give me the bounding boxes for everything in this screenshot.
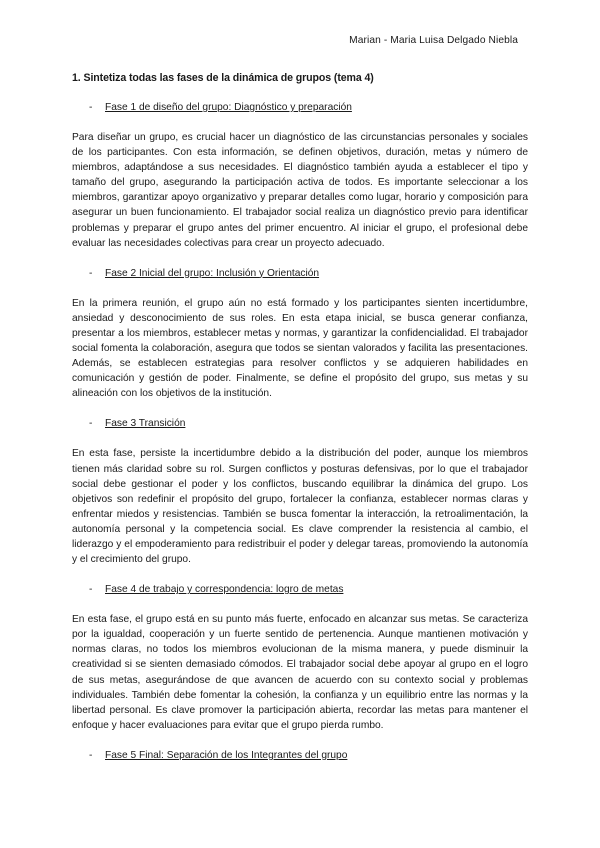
phase-4-title: Fase 4 de trabajo y correspondencia: logro de metas — [105, 584, 344, 596]
phase-1-title: Fase 1 de diseño del grupo: Diagnóstico y preparación — [105, 102, 352, 113]
bullet-dash: - — [89, 418, 93, 430]
bullet-dash: - — [89, 267, 93, 279]
phase-3-heading — [72, 416, 528, 431]
phase-3-title: Fase 3 Transición — [105, 418, 186, 430]
phase-5-title: Fase 5 Final: Separación de los Integrantes del grupo — [105, 749, 348, 761]
author-header: Marian - Maria Luisa Delgado Niebla — [349, 35, 518, 46]
phase-2-paragraph: En la primera reunión, el grupo aún no está formado y los participantes sienten incertidumbre, ansiedad y desconocimiento de sus roles. En esta etapa inicial, se busca generar confianza, presentar a los miembros, establecer metas y normas, y garantizar la confidencialidad. El trabajador social fomenta la colaboración, asegura que todos se sientan valorados y facilita las presentaciones. Además, se establecen estrategias para resolver conflictos y se adquieren habilidades en comunicación y gestión de poder. Finalmente, se define el propósito del grupo, sus metas y su alineación con los objetivos de la institución. — [72, 297, 528, 400]
phase-4-heading — [72, 582, 528, 597]
phase-1-paragraph: Para diseñar un grupo, es crucial hacer un diagnóstico de las circunstancias personales y sociales de los participantes. Con esta información, se definen objetivos, duración, metas y número de miembros, adaptándose a sus necesidades. El diagnóstico también ayuda a establecer el tipo y tamaño del grupo, asegurando la participación activa de todos. Es importante seleccionar a los miembros, garantizar apoyo organizativo y preparar detalles como lugar, horario y composición para asegurar un buen funcionamiento. El trabajador social realiza un diagnóstico previo para identificar problemas y preparar el grupo antes del primer encuentro. Al iniciar el grupo, el profesional debe evaluar las necesidades colectivas para crear un proyecto adecuado. — [72, 132, 528, 249]
phase-3-paragraph: En esta fase, persiste la incertidumbre debido a la distribución del poder, aunque los miembros tienen más claridad sobre su rol. Surgen conflictos y posturas defensivas, por lo que el trabajador social debe gestionar el poder y los conflictos, buscando equilibrar la dinámica del grupo. Los objetivos son redefinir el propósito del grupo, fortalecer la confianza, establecer normas claras y enfrentar miedos y resistencias. También se busca fomentar la interacción, la retroalimentación, la autonomía personal y la competencia social. Es clave comprender la resistencia al cambio, el liderazgo y el empoderamiento para redistribuir el poder y delegar tareas, promoviendo la autonomía y el crecimiento del grupo. — [72, 448, 528, 566]
bullet-dash: - — [89, 584, 93, 596]
phase-2-title: Fase 2 Inicial del grupo: Inclusión y Orientación — [105, 267, 320, 279]
document-body — [72, 100, 528, 763]
question-title: 1. Sintetiza todas las fases de la dinámica de grupos (tema 4) — [72, 72, 374, 84]
bullet-dash: - — [89, 102, 93, 113]
phase-2-heading — [72, 266, 528, 281]
bullet-dash: - — [89, 749, 93, 761]
phase-5-heading — [72, 748, 528, 763]
phase-4-paragraph: En esta fase, el grupo está en su punto más fuerte, enfocado en alcanzar sus metas. Se caracteriza por la igualdad, cooperación y un fuerte sentido de pertenencia. Aunque mantienen motivación y normas claras, no todos los miembros evolucionan de la misma manera, y puede disminuir la creatividad si se sienten demasiado cómodos. El trabajador social debe apoyar al grupo en el logro de sus metas, asegurándose de que avancen de acuerdo con su contexto social y problemas individuales. También debe fomentar la cohesión, la confianza y un equilibrio entre las normas y la libertad personal. Es clave promover la participación abierta, recordar las metas para mantener el enfoque y hacer evaluaciones para evitar que el grupo pierda rumbo. — [72, 614, 528, 731]
phase-1-heading — [72, 100, 528, 115]
